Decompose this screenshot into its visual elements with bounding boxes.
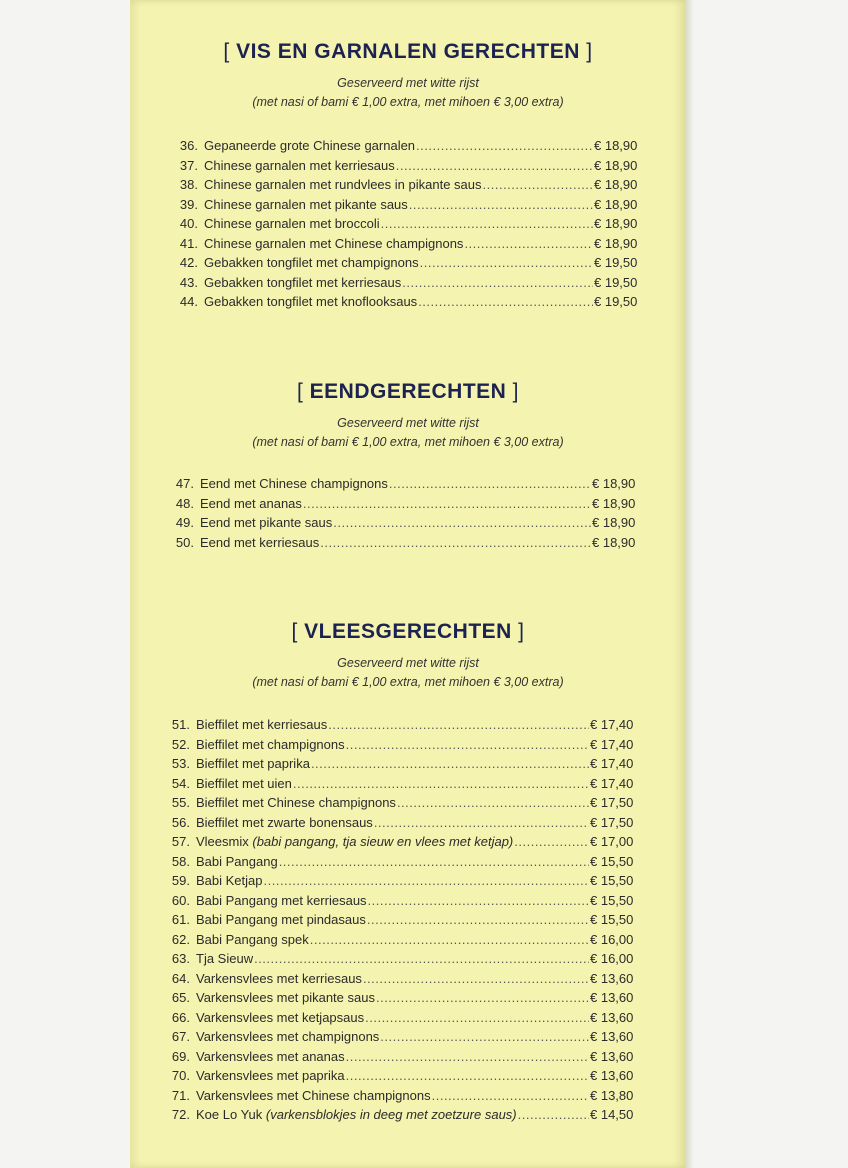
item-name: Varkensvlees met pikante saus <box>196 990 375 1005</box>
item-number: 36. <box>179 138 198 153</box>
item-name: Bieffilet met zwarte bonensaus <box>196 814 373 830</box>
item-number: 60. <box>171 892 190 908</box>
item-number: 42. <box>179 255 198 270</box>
item-number: 65. <box>171 990 190 1005</box>
item-name: Babi Ketjap <box>196 873 263 888</box>
item-name: Eend met pikante saus <box>200 515 333 530</box>
menu-item <box>160 813 640 833</box>
item-name: Babi Pangang <box>196 853 278 869</box>
menu-item <box>168 156 644 176</box>
item-name: Varkensvlees met champignons <box>196 1029 380 1044</box>
item-price: € 15,50 <box>590 853 634 869</box>
item-name: Eend met Chinese champignons <box>200 476 388 491</box>
item-name: Babi Pangang met kerriesaus <box>196 892 367 908</box>
item-price: € 19,50 <box>594 294 638 309</box>
menu-item <box>164 533 642 553</box>
menu-page <box>130 0 686 1168</box>
dot-leader <box>380 1027 589 1047</box>
menu-item <box>160 1105 640 1125</box>
dot-leader <box>418 292 593 312</box>
item-name: Babi Pangang spek <box>196 931 309 947</box>
item-number: 62. <box>171 931 190 947</box>
section-title: [ VLEESGERECHTEN ] <box>291 620 525 643</box>
menu-item <box>160 774 640 794</box>
item-name: Chinese garnalen met pikante saus <box>204 196 408 212</box>
item-price: € 13,60 <box>590 990 634 1005</box>
item-price: € 18,90 <box>592 534 636 550</box>
item-number: 54. <box>171 775 190 791</box>
item-price: € 17,50 <box>590 795 634 810</box>
menu-item <box>168 175 644 195</box>
item-price: € 17,40 <box>590 775 634 791</box>
item-price: € 18,90 <box>592 515 636 530</box>
dot-leader <box>464 234 593 254</box>
menu-item <box>160 949 640 969</box>
menu-item <box>160 988 640 1008</box>
dot-leader <box>518 1105 589 1125</box>
item-name: Varkensvlees met ketjapsaus <box>196 1009 365 1025</box>
item-number: 52. <box>171 736 190 752</box>
dot-leader <box>389 474 591 494</box>
menu-item <box>160 715 640 735</box>
item-price: € 16,00 <box>590 951 634 966</box>
menu-item <box>160 1008 640 1028</box>
item-number: 69. <box>171 1048 190 1064</box>
item-price: € 17,00 <box>590 834 634 849</box>
item-name: Bieffilet met paprika <box>196 756 310 771</box>
item-number: 72. <box>171 1107 190 1122</box>
dot-leader <box>397 793 589 813</box>
item-number: 44. <box>179 294 198 309</box>
item-price: € 17,50 <box>590 814 634 830</box>
dot-leader <box>333 513 591 533</box>
dot-leader <box>346 1066 589 1086</box>
item-number: 63. <box>171 951 190 966</box>
menu-item <box>160 1047 640 1067</box>
item-number: 40. <box>179 216 198 231</box>
section-note: (met nasi of bami € 1,00 extra, met mihoen € 3,00 extra) <box>252 675 564 689</box>
item-price: € 18,90 <box>594 157 638 173</box>
dot-leader <box>254 949 589 969</box>
item-price: € 19,50 <box>594 274 638 290</box>
item-number: 51. <box>171 717 190 732</box>
item-name: Bieffilet met champignons <box>196 736 345 752</box>
item-price: € 18,90 <box>594 138 638 153</box>
menu-item <box>160 1027 640 1047</box>
dot-leader <box>381 214 593 234</box>
item-price: € 17,40 <box>590 736 634 752</box>
item-name: Gebakken tongfilet met kerriesaus <box>204 274 402 290</box>
item-number: 66. <box>171 1009 190 1025</box>
item-price: € 19,50 <box>594 255 638 270</box>
section-subtitle: Geserveerd met witte rijst <box>337 416 479 430</box>
menu-item <box>168 214 644 234</box>
item-name: Bieffilet met uien <box>196 775 292 791</box>
item-name: Chinese garnalen met Chinese champignons <box>204 235 464 251</box>
item-name: Varkensvlees met ananas <box>196 1048 345 1064</box>
menu-item <box>160 1066 640 1086</box>
item-price: € 18,90 <box>594 196 638 212</box>
item-name: Babi Pangang met pindasaus <box>196 912 366 927</box>
dot-leader <box>365 1008 589 1028</box>
item-name: Chinese garnalen met kerriesaus <box>204 157 395 173</box>
menu-item <box>168 273 644 293</box>
item-number: 71. <box>171 1087 190 1103</box>
dot-leader <box>293 774 589 794</box>
menu-item <box>160 793 640 813</box>
menu-item <box>160 832 640 852</box>
item-number: 43. <box>179 274 198 290</box>
menu-item <box>160 735 640 755</box>
menu-item <box>164 474 642 494</box>
item-price: € 18,90 <box>594 216 638 231</box>
dot-leader <box>320 533 591 553</box>
item-number: 41. <box>179 235 198 251</box>
item-price: € 13,60 <box>590 970 634 986</box>
menu-item <box>160 891 640 911</box>
menu-item <box>160 871 640 891</box>
item-name: Tja Sieuw <box>196 951 254 966</box>
dot-leader <box>363 969 589 989</box>
item-name: Vleesmix (babi pangang, tja sieuw en vlees met ketjap) <box>196 834 514 849</box>
item-number: 70. <box>171 1068 190 1083</box>
item-price: € 13,60 <box>590 1048 634 1064</box>
section-note: (met nasi of bami € 1,00 extra, met mihoen € 3,00 extra) <box>252 435 564 449</box>
menu-item <box>164 494 642 514</box>
item-note: (babi pangang, tja sieuw en vlees met ketjap) <box>252 834 514 849</box>
section-subtitle: Geserveerd met witte rijst <box>337 656 479 670</box>
dot-leader <box>374 813 589 833</box>
menu-item <box>168 253 644 273</box>
section-vis-garnalen <box>130 38 686 309</box>
dot-leader <box>396 156 593 176</box>
dot-leader <box>376 988 589 1008</box>
section-eend <box>130 378 686 550</box>
item-price: € 13,60 <box>590 1068 634 1083</box>
item-price: € 18,90 <box>594 235 638 251</box>
dot-leader <box>303 494 591 514</box>
item-price: € 13,80 <box>590 1087 634 1103</box>
item-number: 64. <box>171 970 190 986</box>
item-number: 59. <box>171 873 190 888</box>
item-name: Gepaneerde grote Chinese garnalen <box>204 138 416 153</box>
item-price: € 15,50 <box>590 912 634 927</box>
item-price: € 16,00 <box>590 931 634 947</box>
dot-leader <box>346 735 589 755</box>
item-price: € 15,50 <box>590 892 634 908</box>
item-price: € 17,40 <box>590 717 634 732</box>
dot-leader <box>368 891 589 911</box>
item-note: (varkensblokjes in deeg met zoetzure saus) <box>265 1107 517 1122</box>
item-price: € 14,50 <box>590 1107 634 1122</box>
menu-item <box>160 910 640 930</box>
menu-item <box>168 292 644 312</box>
menu-item <box>160 1086 640 1106</box>
item-list <box>160 715 640 1125</box>
item-number: 49. <box>175 515 194 530</box>
item-number: 39. <box>179 196 198 212</box>
item-name: Varkensvlees met Chinese champignons <box>196 1087 431 1103</box>
menu-item <box>168 136 644 156</box>
item-number: 37. <box>179 157 198 173</box>
item-name: Gebakken tongfilet met knoflooksaus <box>204 294 418 309</box>
item-price: € 18,90 <box>592 495 636 511</box>
menu-item <box>168 234 644 254</box>
item-name: Chinese garnalen met broccoli <box>204 216 380 231</box>
item-number: 53. <box>171 756 190 771</box>
item-number: 57. <box>171 834 190 849</box>
dot-leader <box>264 871 590 891</box>
section-subtitle: Geserveerd met witte rijst <box>337 76 479 90</box>
item-price: € 18,90 <box>594 177 638 192</box>
section-vlees <box>130 618 686 1122</box>
dot-leader <box>328 715 589 735</box>
item-price: € 18,90 <box>592 476 636 491</box>
item-name: Varkensvlees met kerriesaus <box>196 970 362 986</box>
page-edge-shadow <box>686 0 694 1168</box>
dot-leader <box>279 852 589 872</box>
menu-item <box>160 969 640 989</box>
dot-leader <box>416 136 593 156</box>
item-name: Bieffilet met Chinese champignons <box>196 795 396 810</box>
item-list <box>164 474 642 552</box>
item-number: 58. <box>171 853 190 869</box>
section-title: [ VIS EN GARNALEN GERECHTEN ] <box>223 40 593 63</box>
item-name: Bieffilet met kerriesaus <box>196 717 328 732</box>
item-number: 38. <box>179 177 198 192</box>
item-name: Eend met kerriesaus <box>200 534 320 550</box>
item-name: Varkensvlees met paprika <box>196 1068 345 1083</box>
dot-leader <box>514 832 589 852</box>
item-number: 48. <box>175 495 194 511</box>
item-list <box>168 136 644 312</box>
item-price: € 13,60 <box>590 1009 634 1025</box>
item-name: Eend met ananas <box>200 495 302 511</box>
item-price: € 13,60 <box>590 1029 634 1044</box>
dot-leader <box>483 175 593 195</box>
item-number: 55. <box>171 795 190 810</box>
dot-leader <box>311 754 589 774</box>
item-name: Gebakken tongfilet met champignons <box>204 255 419 270</box>
item-price: € 17,40 <box>590 756 634 771</box>
item-number: 47. <box>175 476 194 491</box>
menu-item <box>160 852 640 872</box>
dot-leader <box>432 1086 589 1106</box>
dot-leader <box>409 195 593 215</box>
section-title: [ EENDGERECHTEN ] <box>296 380 520 403</box>
item-number: 56. <box>171 814 190 830</box>
menu-item <box>160 930 640 950</box>
section-note: (met nasi of bami € 1,00 extra, met mihoen € 3,00 extra) <box>252 95 564 109</box>
menu-item <box>160 754 640 774</box>
dot-leader <box>367 910 589 930</box>
item-name: Koe Lo Yuk (varkensblokjes in deeg met zoetzure saus) <box>196 1107 517 1122</box>
dot-leader <box>346 1047 589 1067</box>
item-number: 67. <box>171 1029 190 1044</box>
item-number: 50. <box>175 534 194 550</box>
dot-leader <box>310 930 589 950</box>
dot-leader <box>420 253 593 273</box>
menu-item <box>168 195 644 215</box>
item-name: Chinese garnalen met rundvlees in pikante saus <box>204 177 482 192</box>
dot-leader <box>402 273 593 293</box>
item-price: € 15,50 <box>590 873 634 888</box>
item-number: 61. <box>171 912 190 927</box>
menu-item <box>164 513 642 533</box>
